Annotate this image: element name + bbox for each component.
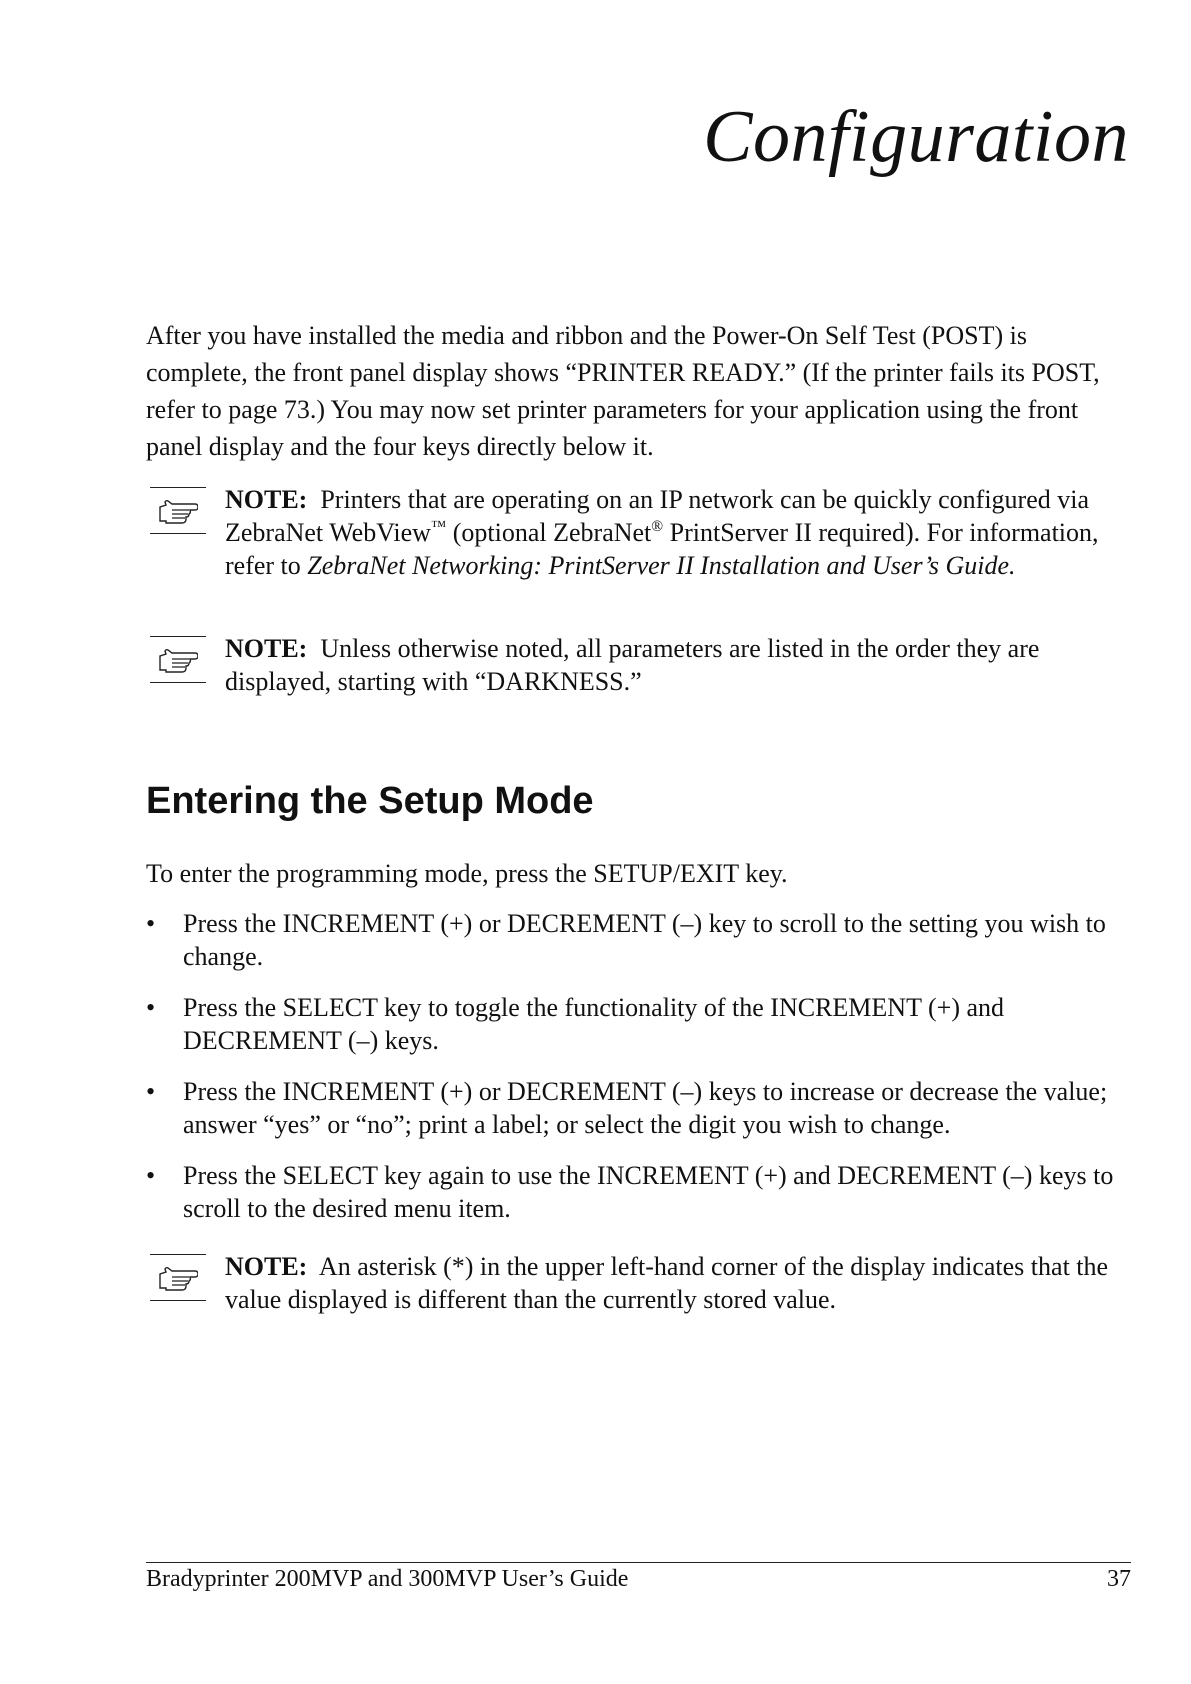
list-item xyxy=(146,1159,1131,1225)
note-text: Unless otherwise noted, all parameters are listed in the order they are displayed, starting with “DARKNESS.” xyxy=(225,634,1040,696)
note-parameter-order xyxy=(146,632,1131,698)
guide-reference: ZebraNet Networking: PrintServer II Installation and User’s Guide. xyxy=(307,551,1016,580)
note-label: NOTE: xyxy=(225,1252,308,1281)
list-item xyxy=(146,991,1131,1057)
pointing-hand-icon xyxy=(150,487,208,535)
list-item-text: Press the SELECT key to toggle the functionality of the INCREMENT (+) and DECREMENT (–) keys. xyxy=(183,993,1005,1055)
list-item-text: Press the INCREMENT (+) or DECREMENT (–) key to scroll to the setting you wish to change. xyxy=(183,909,1106,971)
note-asterisk xyxy=(146,1250,1131,1316)
section-heading: Entering the Setup Mode xyxy=(146,780,594,822)
bullet-symbol: • xyxy=(146,993,156,1022)
page-title: Configuration xyxy=(703,96,1129,178)
list-item-text: Press the SELECT key again to use the INCREMENT (+) and DECREMENT (–) keys to scroll to the desired menu item. xyxy=(183,1161,1114,1223)
intro-paragraph: After you have installed the media and ribbon and the Power-On Self Test (POST) is complete, the front panel display shows “PRINTER READY.” (If the printer fails its POST, refer to page 73.) You may now set printer parameters for your application using the front panel display and the four keys directly below it. xyxy=(146,321,1100,461)
note-label: NOTE: xyxy=(225,485,308,514)
list-item-text: Press the INCREMENT (+) or DECREMENT (–) keys to increase or decrease the value; answer “yes” or “no”; print a label; or select the digit you wish to change. xyxy=(183,1077,1108,1139)
setup-intro: To enter the programming mode, press the SETUP/EXIT key. xyxy=(146,859,788,888)
setup-steps-list xyxy=(146,907,1131,1243)
list-item xyxy=(146,1075,1131,1141)
registered-symbol: ® xyxy=(651,517,664,535)
bullet-symbol: • xyxy=(146,1077,156,1106)
list-item xyxy=(146,907,1131,973)
note-ip-network xyxy=(146,483,1131,582)
footer-guide-title: Bradyprinter 200MVP and 300MVP User’s Guide xyxy=(146,1566,629,1592)
note-text: An asterisk (*) in the upper left-hand corner of the display indicates that the value displayed is different than the currently stored value. xyxy=(225,1252,1109,1314)
pointing-hand-icon xyxy=(150,1254,208,1302)
trademark-symbol: ™ xyxy=(430,517,447,535)
footer-divider xyxy=(146,1562,1131,1563)
pointing-hand-icon xyxy=(150,636,208,684)
page-number: 37 xyxy=(1107,1566,1131,1592)
bullet-symbol: • xyxy=(146,1161,156,1190)
note-text: PrintServer II required). For information, refer to xyxy=(225,518,1099,580)
note-text: Printers that are operating on an IP network can be quickly configured via ZebraNet WebView xyxy=(225,485,1090,547)
note-text: (optional ZebraNet xyxy=(446,518,652,547)
note-label: NOTE: xyxy=(225,634,308,663)
bullet-symbol: • xyxy=(146,909,156,938)
